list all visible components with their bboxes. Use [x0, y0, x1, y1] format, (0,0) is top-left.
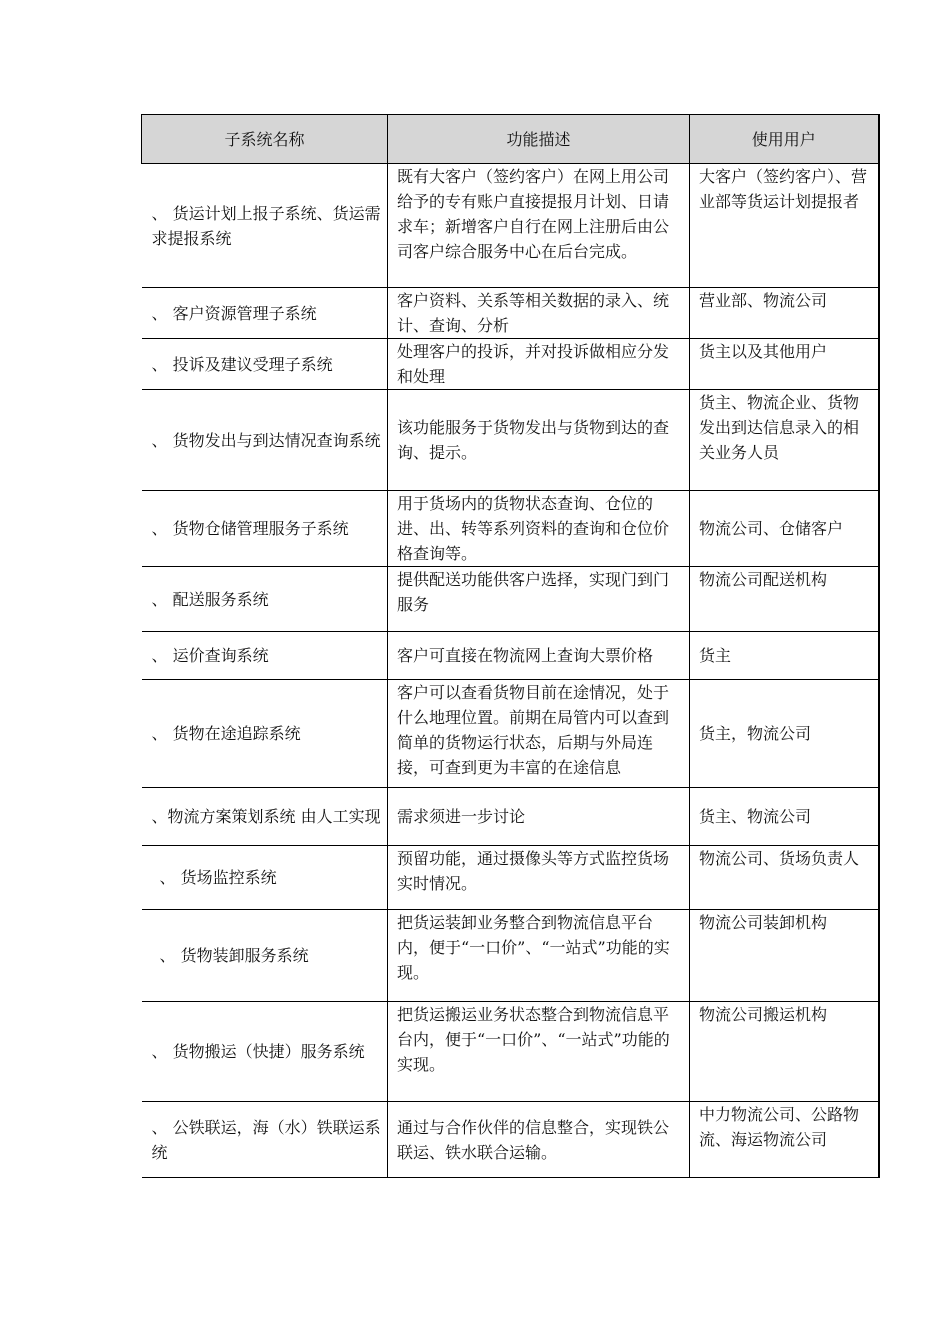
table-row	[142, 1102, 879, 1178]
function-desc: 预留功能，通过摄像头等方式监控货场实时情况。	[388, 846, 690, 910]
subsystem-name: 、 货物装卸服务系统	[142, 910, 388, 1002]
subsystem-name: 、 货场监控系统	[142, 846, 388, 910]
subsystem-name: 、 公铁联运，海（水）铁联运系统	[142, 1102, 388, 1178]
header-function-desc: 功能描述	[388, 115, 690, 164]
table-row	[142, 680, 879, 788]
users: 中力物流公司、公路物流、海运物流公司	[690, 1102, 879, 1178]
table-row	[142, 846, 879, 910]
subsystem-name: 、 配送服务系统	[142, 567, 388, 632]
table-row	[142, 788, 879, 846]
function-desc: 客户可直接在物流网上查询大票价格	[388, 632, 690, 680]
users: 货主	[690, 632, 879, 680]
table-header-row	[142, 115, 879, 164]
users: 物流公司搬运机构	[690, 1002, 879, 1102]
subsystem-name: 、物流方案策划系统 由人工实现	[142, 788, 388, 846]
subsystem-name: 、 货物仓储管理服务子系统	[142, 491, 388, 567]
function-desc: 用于货场内的货物状态查询、仓位的进、出、转等系列资料的查询和仓位价格查询等。	[388, 491, 690, 567]
users: 货主以及其他用户	[690, 339, 879, 390]
subsystem-table	[141, 114, 880, 1178]
subsystem-name: 、 货物在途追踪系统	[142, 680, 388, 788]
table-row	[142, 288, 879, 339]
function-desc: 需求须进一步讨论	[388, 788, 690, 846]
table-row	[142, 164, 879, 288]
users: 货主、物流公司	[690, 788, 879, 846]
function-desc: 提供配送功能供客户选择，实现门到门服务	[388, 567, 690, 632]
users: 物流公司装卸机构	[690, 910, 879, 1002]
header-subsystem-name: 子系统名称	[142, 115, 388, 164]
users: 营业部、物流公司	[690, 288, 879, 339]
function-desc: 通过与合作伙伴的信息整合，实现铁公联运、铁水联合运输。	[388, 1102, 690, 1178]
users: 物流公司配送机构	[690, 567, 879, 632]
function-desc: 把货运搬运业务状态整合到物流信息平台内，便于“一口价”、“一站式”功能的实现。	[388, 1002, 690, 1102]
function-desc: 把货运装卸业务整合到物流信息平台内，便于“一口价”、“一站式”功能的实现。	[388, 910, 690, 1002]
table-row	[142, 339, 879, 390]
subsystem-name: 、 货运计划上报子系统、货运需求提报系统	[142, 164, 388, 288]
subsystem-name: 、 货物发出与到达情况查询系统	[142, 390, 388, 491]
table-row	[142, 1002, 879, 1102]
users: 货主，物流公司	[690, 680, 879, 788]
table-row	[142, 491, 879, 567]
users: 物流公司、仓储客户	[690, 491, 879, 567]
header-users: 使用用户	[690, 115, 879, 164]
table-row	[142, 390, 879, 491]
function-desc: 既有大客户（签约客户）在网上用公司给予的专有账户直接提报月计划、日请求车；新增客户自行在网上注册后由公司客户综合服务中心在后台完成。	[388, 164, 690, 288]
users: 物流公司、货场负责人	[690, 846, 879, 910]
function-desc: 客户资料、关系等相关数据的录入、统计、查询、分析	[388, 288, 690, 339]
subsystem-name: 、 货物搬运（快捷）服务系统	[142, 1002, 388, 1102]
table-row	[142, 567, 879, 632]
function-desc: 该功能服务于货物发出与货物到达的查询、提示。	[388, 390, 690, 491]
subsystem-name: 、 运价查询系统	[142, 632, 388, 680]
function-desc: 客户可以查看货物目前在途情况，处于什么地理位置。前期在局管内可以查到简单的货物运行状态，后期与外局连接，可查到更为丰富的在途信息	[388, 680, 690, 788]
users: 大客户（签约客户）、营业部等货运计划提报者	[690, 164, 879, 288]
users: 货主、物流企业、货物发出到达信息录入的相关业务人员	[690, 390, 879, 491]
subsystem-name: 、 客户资源管理子系统	[142, 288, 388, 339]
subsystem-name: 、 投诉及建议受理子系统	[142, 339, 388, 390]
function-desc: 处理客户的投诉，并对投诉做相应分发和处理	[388, 339, 690, 390]
table-row	[142, 632, 879, 680]
table-row	[142, 910, 879, 1002]
